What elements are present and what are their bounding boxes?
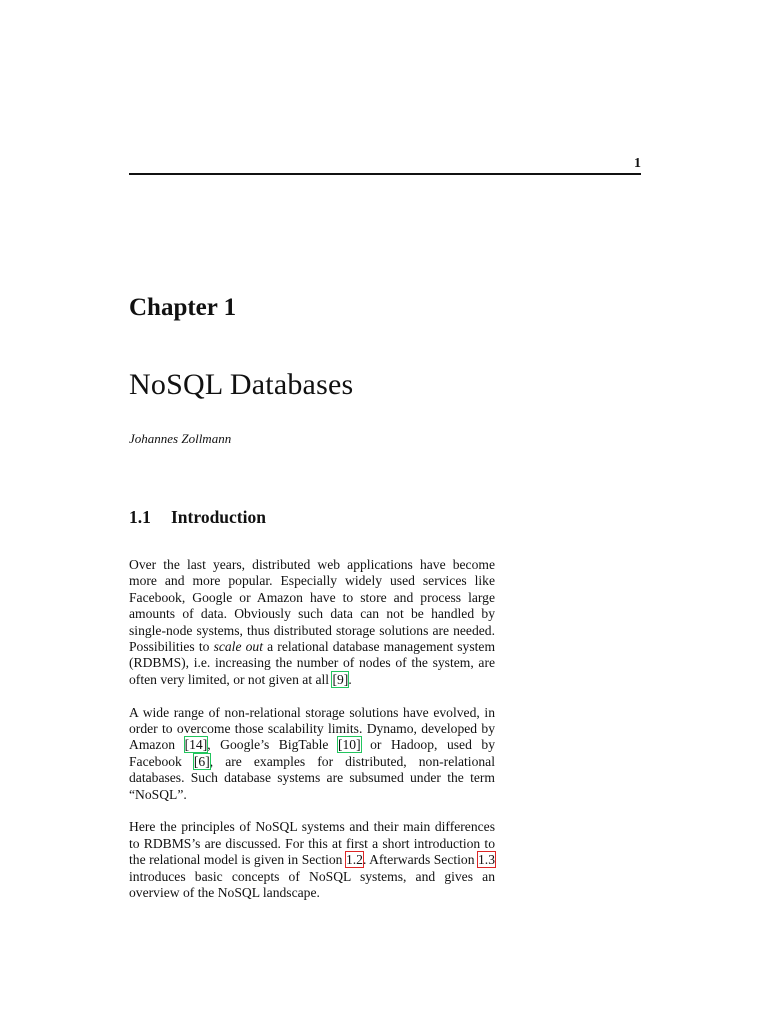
citation-link-6[interactable]: [6] xyxy=(193,753,210,769)
text-run: . xyxy=(348,671,352,687)
emphasis-scale-out: scale out xyxy=(213,639,263,655)
text-run: , are examples for distributed, non-relational databases. Such database systems are subsumed under the term “NoSQL”. xyxy=(129,753,495,802)
section-ref-link-1-3[interactable]: 1.3 xyxy=(478,852,495,868)
paragraph-1 xyxy=(129,557,495,688)
author-name: Johannes Zollmann xyxy=(129,431,232,446)
text-run: introduces basic concepts of NoSQL systems, and gives an overview of the NoSQL landscape. xyxy=(129,868,495,901)
citation-link-9[interactable]: [9] xyxy=(332,671,349,687)
text-run: a relational database management system (RDBMS), i.e. increasing the number of nodes of the system, are often very limited, or not given at all xyxy=(129,639,496,687)
chapter-title: NoSQL Databases xyxy=(129,368,354,401)
section-title: Introduction xyxy=(171,507,266,527)
section-heading xyxy=(129,507,266,528)
citation-link-14[interactable]: [14] xyxy=(184,737,208,753)
paragraph-3 xyxy=(129,819,495,901)
citation-link-10[interactable]: [10] xyxy=(337,737,361,753)
section-number: 1.1 xyxy=(129,507,151,527)
text-run: or Hadoop, used by Facebook xyxy=(129,737,495,769)
text-run: Here the principles of NoSQL systems and their main differences to RDBMS’s are discussed. For this at first a short introduction to the relational model is given in Section xyxy=(129,819,495,868)
header-rule xyxy=(129,173,641,175)
page-number: 1 xyxy=(634,156,641,171)
text-run: . Afterwards Section xyxy=(362,852,478,868)
text-run: A wide range of non-relational storage solutions have evolved, in order to overcome those scalability limits. Dynamo, developed by Amazon xyxy=(129,704,495,753)
text-run: Over the last years, distributed web applications have become more and more popular. Especially widely used services like Facebook, Google or Amazon have to store and process large amounts of data. Obviously such data can not be handled by single-node systems, thus distributed storage solutions are needed. Possibilities to xyxy=(129,557,495,655)
chapter-label: Chapter 1 xyxy=(129,294,237,321)
body-text xyxy=(129,557,495,918)
text-run: , Google’s BigTable xyxy=(207,737,338,753)
paragraph-2 xyxy=(129,705,495,803)
section-ref-link-1-2[interactable]: 1.2 xyxy=(345,852,363,868)
